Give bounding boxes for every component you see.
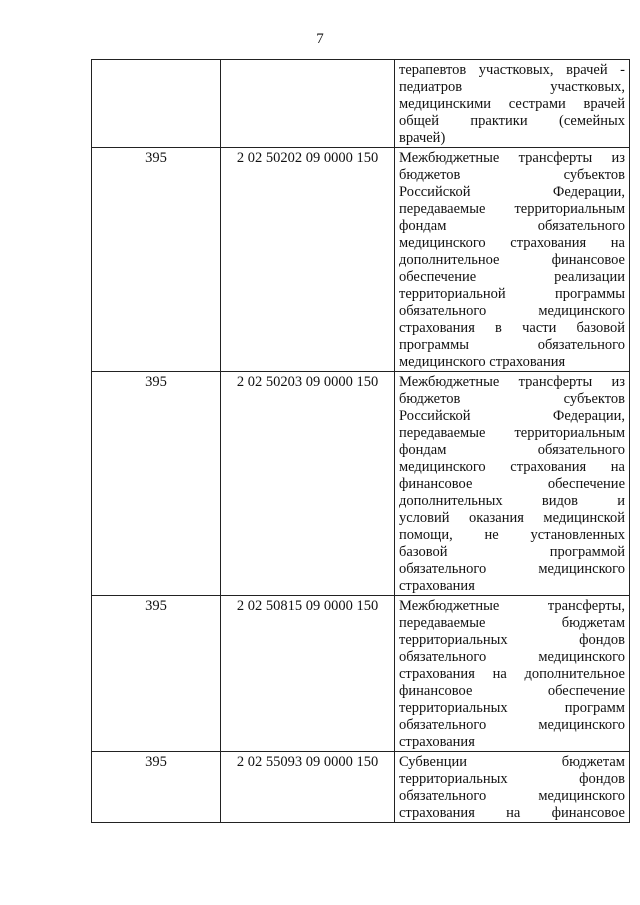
text-line: обязательного медицинского bbox=[399, 561, 625, 577]
text-line: медицинского страхования bbox=[399, 354, 566, 370]
text-line: обязательного медицинского bbox=[399, 649, 625, 665]
text-line: фондам обязательного bbox=[399, 442, 625, 458]
text-line: финансовое обеспечение bbox=[399, 683, 625, 699]
text-line: обеспечение реализации bbox=[399, 269, 625, 285]
text-line: страхования bbox=[399, 734, 475, 750]
text-line: страхования bbox=[399, 578, 475, 594]
text-line: Межбюджетные трансферты, bbox=[399, 598, 625, 614]
text-line: медицинскими сестрами врачей bbox=[399, 96, 625, 112]
table-row bbox=[92, 148, 630, 372]
text-line: Российской Федерации, bbox=[399, 184, 625, 200]
budget-code-table bbox=[91, 59, 630, 823]
text-line: дополнительных видов и bbox=[399, 493, 625, 509]
revenue-name-cell bbox=[395, 148, 630, 372]
text-line: фондам обязательного bbox=[399, 218, 625, 234]
admin-code-cell: 395 bbox=[92, 752, 221, 823]
text-line: обязательного медицинского bbox=[399, 717, 625, 733]
revenue-name-text bbox=[399, 598, 625, 751]
text-line: медицинского страхования на bbox=[399, 235, 625, 251]
text-line: Субвенции бюджетам bbox=[399, 754, 625, 770]
text-line: помощи, не установленных bbox=[399, 527, 625, 543]
revenue-name-text bbox=[399, 374, 625, 595]
budget-classification-code-cell: 2 02 50202 09 0000 150 bbox=[221, 148, 395, 372]
text-line: Межбюджетные трансферты из bbox=[399, 150, 625, 166]
text-line: врачей) bbox=[399, 130, 446, 146]
text-line: территориальных фондов bbox=[399, 771, 625, 787]
text-line: медицинского страхования на bbox=[399, 459, 625, 475]
table-row bbox=[92, 752, 630, 823]
text-line: терапевтов участковых, врачей - bbox=[399, 62, 625, 78]
revenue-name-cell bbox=[395, 596, 630, 752]
budget-classification-code-cell: 2 02 55093 09 0000 150 bbox=[221, 752, 395, 823]
text-line: финансовое обеспечение bbox=[399, 476, 625, 492]
text-line: Российской Федерации, bbox=[399, 408, 625, 424]
text-line: бюджетов субъектов bbox=[399, 167, 625, 183]
revenue-name-text bbox=[399, 62, 625, 147]
text-line: базовой программой bbox=[399, 544, 625, 560]
table-row bbox=[92, 60, 630, 148]
revenue-name-cell bbox=[395, 752, 630, 823]
text-line: территориальных программ bbox=[399, 700, 625, 716]
text-line: передаваемые бюджетам bbox=[399, 615, 625, 631]
revenue-name-cell bbox=[395, 60, 630, 148]
admin-code-cell bbox=[92, 60, 221, 148]
text-line: программы обязательного bbox=[399, 337, 625, 353]
text-line: передаваемые территориальным bbox=[399, 425, 625, 441]
text-line: дополнительное финансовое bbox=[399, 252, 625, 268]
admin-code-cell: 395 bbox=[92, 372, 221, 596]
text-line: обязательного медицинского bbox=[399, 303, 625, 319]
table-row bbox=[92, 372, 630, 596]
text-line: бюджетов субъектов bbox=[399, 391, 625, 407]
text-line: условий оказания медицинской bbox=[399, 510, 625, 526]
budget-classification-code-cell bbox=[221, 60, 395, 148]
budget-classification-code-cell: 2 02 50203 09 0000 150 bbox=[221, 372, 395, 596]
text-line: обязательного медицинского bbox=[399, 788, 625, 804]
revenue-name-cell bbox=[395, 372, 630, 596]
table-body bbox=[92, 60, 630, 823]
text-line: страхования на финансовое bbox=[399, 805, 625, 821]
text-line: общей практики (семейных bbox=[399, 113, 625, 129]
text-line: территориальной программы bbox=[399, 286, 625, 302]
text-line: страхования на дополнительное bbox=[399, 666, 625, 682]
text-line: Межбюджетные трансферты из bbox=[399, 374, 625, 390]
text-line: страхования в части базовой bbox=[399, 320, 625, 336]
revenue-name-text bbox=[399, 150, 625, 371]
table-row bbox=[92, 596, 630, 752]
text-line: педиатров участковых, bbox=[399, 79, 625, 95]
budget-classification-code-cell: 2 02 50815 09 0000 150 bbox=[221, 596, 395, 752]
admin-code-cell: 395 bbox=[92, 148, 221, 372]
revenue-name-text bbox=[399, 754, 625, 822]
text-line: передаваемые территориальным bbox=[399, 201, 625, 217]
text-line: территориальных фондов bbox=[399, 632, 625, 648]
admin-code-cell: 395 bbox=[92, 596, 221, 752]
page-number: 7 bbox=[316, 31, 324, 47]
